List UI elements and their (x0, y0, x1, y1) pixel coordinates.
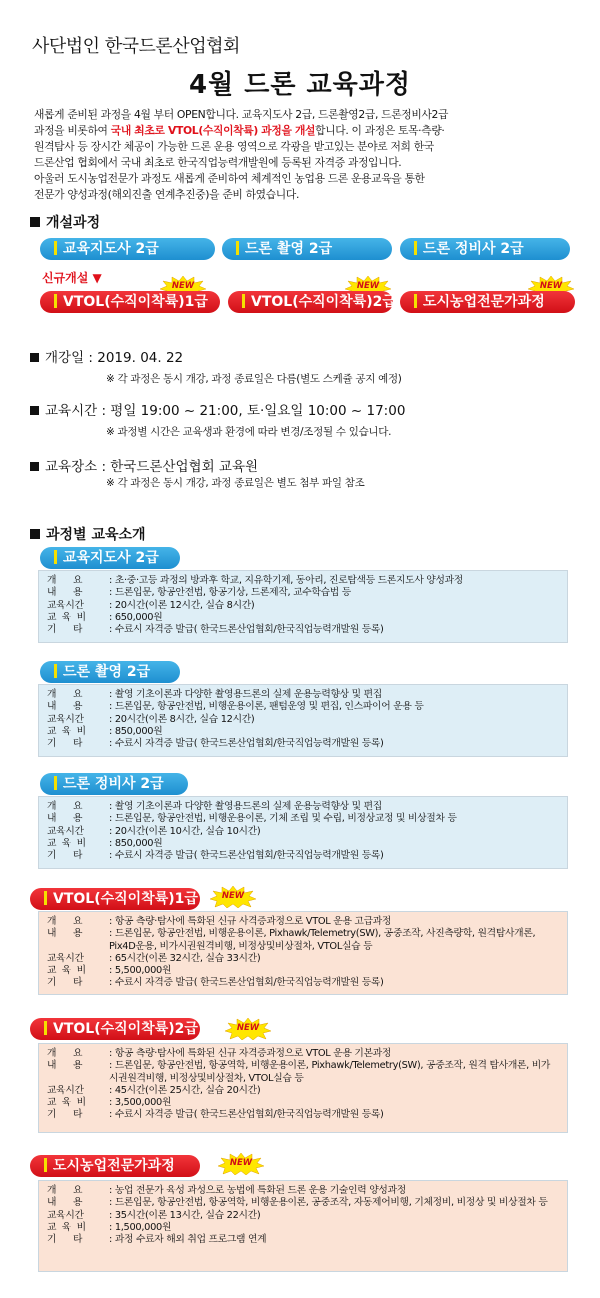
detail-value: : 5,500,000원 (109, 965, 172, 977)
pill-bar-icon (54, 776, 57, 790)
detail-value: : 850,000원 (109, 725, 163, 737)
course-title-pill-new (30, 1155, 200, 1177)
detail-key: 교 육 비 (47, 837, 86, 849)
course-pill-label: 드론 정비사 2급 (423, 241, 524, 257)
pill-bar-icon (236, 241, 239, 255)
detail-value: : 850,000원 (109, 837, 163, 849)
detail-key: 내 용 (47, 1060, 83, 1072)
detail-row (47, 1185, 559, 1197)
new-badge-text: NEW (356, 281, 380, 291)
detail-row (47, 977, 559, 989)
course-detail-box (38, 684, 568, 757)
detail-value: : 수료시 자격증 발급( 한국드론산업협회/한국직업능력개발원 등록) (109, 738, 384, 750)
course-title: 드론 정비사 2급 (63, 776, 164, 792)
detail-value: : 드론입문, 항공안전법, 항공기상, 드론제작, 교수학습법 등 (109, 587, 351, 599)
pill-bar-icon (242, 294, 245, 308)
intro-line: 원격탐사 등 장시간 체공이 가능한 드론 운용 영역으로 각광을 받고있는 분야로 저희 한국 (34, 140, 434, 153)
detail-row (47, 1060, 559, 1085)
detail-value: : 항공 측량·탐사에 특화된 신규 사격증과정으로 VTOL 운용 고급과정 (109, 916, 392, 927)
new-course-label: 신규개설 ▼ (42, 271, 102, 285)
pill-bar-icon (54, 294, 57, 308)
course-detail-box (38, 1180, 568, 1272)
course-pill (40, 238, 215, 260)
course-title: 도시농업전문가과정 (53, 1158, 175, 1174)
detail-row (47, 1197, 559, 1209)
detail-key: 교육시간 (47, 952, 84, 964)
detail-key: 기 타 (47, 977, 83, 989)
detail-row (47, 1234, 559, 1246)
detail-key: 기 타 (47, 738, 83, 750)
open-date (30, 346, 183, 366)
detail-row (47, 624, 559, 636)
intro-line: 드론산업 협회에서 국내 최초로 한국직업능력개발원에 등록된 자격증 과정입니다. (34, 156, 402, 169)
detail-row (47, 1048, 559, 1060)
course-title: 교육지도사 2급 (63, 550, 159, 566)
detail-value: : 수료시 자격증 발급( 한국드론산업협회/한국직업능력개발원 등록) (109, 624, 384, 636)
class-time-note: ※ 과정별 시간은 교육생과 환경에 따라 변경/조정될 수 있습니다. (106, 426, 392, 438)
intro-line: 새롭게 준비된 과정을 4월 부터 OPEN합니다. 교육지도사 2급, 드론촬영2급, 드론정비사2급 (34, 108, 449, 121)
course-title: VTOL(수직이착륙)2급 (53, 1021, 198, 1037)
detail-key: 개 요 (47, 689, 83, 700)
new-badge-text: NEW (539, 281, 563, 291)
course-detail-box (38, 796, 568, 869)
intro-text: 합니다. 이 과정은 토목·측량· (315, 124, 445, 137)
course-pill (400, 238, 570, 260)
intro-line: 아울러 도시농업전문가 과정도 새롭게 준비하여 체계적인 농업용 드론 운용교육을 통한 (34, 172, 425, 185)
course-title: 드론 촬영 2급 (63, 664, 151, 680)
detail-value: : 과정 수료자 해외 취업 프로그램 연계 (109, 1234, 267, 1246)
detail-value: : 45시간(이론 25시간, 실습 20시간) (109, 1084, 261, 1096)
course-pill-label: 교육지도사 2급 (63, 241, 159, 257)
detail-row (47, 838, 559, 850)
detail-key: 기 타 (47, 624, 83, 636)
square-bullet-icon (30, 353, 39, 362)
course-pill-new (400, 291, 575, 313)
detail-value: : 수료시 자격증 발급( 한국드론산업협회/한국직업능력개발원 등록) (109, 977, 384, 989)
detail-value: : 드론입문, 항공안전법, 비행운용이론, Pixhawk/Telemetry(SW), 공중조작, 사진측량학, 원격탐사개론, Pix4D운용, 비가시권원격비행, 비정상및비상절차, VTOL실습 등 (109, 928, 536, 952)
detail-row (47, 689, 559, 701)
pill-bar-icon (414, 241, 417, 255)
detail-key: 교 육 비 (47, 1097, 86, 1109)
page-title: 4월 드론 교육과정 (188, 70, 411, 100)
class-place-text: 교육장소 : 한국드론산업협회 교육원 (45, 459, 259, 475)
detail-key: 교 육 비 (47, 1221, 86, 1233)
detail-key: 기 타 (47, 850, 83, 862)
detail-key: 교육시간 (47, 713, 84, 725)
detail-row (47, 850, 559, 862)
class-time (30, 399, 405, 419)
course-title-pill (40, 547, 180, 569)
course-detail-box (38, 1043, 568, 1133)
detail-row (47, 965, 559, 977)
detail-value: : 20시간(이론 10시간, 실습 10시간) (109, 825, 261, 837)
detail-value: : 20시간(이론 8시간, 실습 12시간) (109, 713, 255, 725)
square-bullet-icon (30, 462, 39, 471)
course-title: VTOL(수직이착륙)1급 (53, 891, 198, 907)
open-date-note: ※ 각 과정은 동시 개강, 과정 종료일은 다름(별도 스케쥴 공지 예정) (106, 373, 402, 385)
detail-row (47, 928, 559, 953)
detail-value: : 초·중·고등 과정의 방과후 학교, 지유학기제, 동아리, 진로탐색등 드론지도사 양성과정 (109, 575, 463, 586)
detail-row (47, 826, 559, 838)
detail-row (47, 801, 559, 813)
organization-name: 사단법인 한국드론산업협회 (32, 36, 240, 57)
section-heading-label: 과정별 교육소개 (46, 527, 146, 543)
course-pill-label: 드론 촬영 2급 (245, 241, 333, 257)
detail-value: : 1,500,000원 (109, 1221, 172, 1233)
new-badge-text: NEW (229, 1158, 253, 1168)
square-bullet-icon (30, 217, 40, 227)
course-title-pill-new (30, 888, 200, 910)
course-detail-box (38, 570, 568, 643)
detail-value: : 650,000원 (109, 611, 163, 623)
section-heading-course-intro (30, 524, 146, 544)
detail-row (47, 1210, 559, 1222)
intro-highlight: 국내 최초로 VTOL(수직이착륙) 과정을 개설 (110, 124, 316, 137)
detail-key: 기 타 (47, 1109, 83, 1121)
course-pill-new (228, 291, 396, 313)
detail-key: 내 용 (47, 813, 83, 825)
detail-row (47, 953, 559, 965)
pill-bar-icon (54, 664, 57, 678)
detail-key: 교 육 비 (47, 965, 86, 977)
class-place-note: ※ 각 과정은 동시 개강, 과정 종료일은 별도 첨부 파일 참조 (106, 477, 365, 489)
course-title-pill (40, 773, 188, 795)
pill-bar-icon (54, 241, 57, 255)
new-burst-icon (210, 886, 256, 908)
detail-key: 내 용 (47, 701, 83, 713)
detail-key: 내 용 (47, 587, 83, 599)
detail-key: 개 요 (47, 1185, 83, 1196)
new-burst-icon (225, 1018, 271, 1040)
detail-row (47, 612, 559, 624)
course-detail-box (38, 911, 568, 995)
detail-key: 교육시간 (47, 1209, 84, 1221)
detail-value: : 20시간(이론 12시간, 실습 8시간) (109, 599, 255, 611)
detail-key: 교육시간 (47, 825, 84, 837)
detail-value: : 드론입문, 항공안전법, 항공역학, 비행운용이론, Pixhawk/Telemetry(SW), 공중조작, 원격 탐사개론, 비가시권원격비행, 비정상및비상절차, VTOL실습 등 (109, 1060, 551, 1084)
detail-value: : 촬영 기초이론과 다양한 촬영용드론의 실제 운용능력향상 및 편집 (109, 801, 382, 812)
detail-value: : 65시간(이론 32시간, 실습 33시간) (109, 952, 261, 964)
detail-row (47, 738, 559, 750)
course-pill-label: VTOL(수직이착륙)1급 (63, 294, 208, 310)
detail-row (47, 587, 559, 599)
pill-bar-icon (414, 294, 417, 308)
detail-row (47, 916, 559, 928)
detail-value: : 수료시 자격증 발급( 한국드론산업협회/한국직업능력개발원 등록) (109, 850, 384, 862)
detail-value: : 농업 전문가 육성 과성으로 농법에 특화된 드론 운용 기술인력 양성과정 (109, 1185, 406, 1196)
course-pill-label: 도시농업전문가과정 (423, 294, 545, 310)
detail-key: 개 요 (47, 1048, 83, 1059)
detail-value: : 35시간(이론 13시간, 실습 22시간) (109, 1209, 261, 1221)
course-pill-label: VTOL(수직이착륙)2급 (251, 294, 396, 310)
detail-value: : 3,500,000원 (109, 1097, 172, 1109)
detail-key: 교육시간 (47, 599, 84, 611)
detail-value: : 드론입문, 항공안전법, 비행운용이론, 팬텀운영 및 편집, 인스파이어 운용 등 (109, 701, 424, 713)
detail-key: 교 육 비 (47, 611, 86, 623)
detail-value: : 수료시 자격증 발급( 한국드론산업협회/한국직업능력개발원 등록) (109, 1109, 384, 1121)
detail-key: 교육시간 (47, 1084, 84, 1096)
intro-line: 전문가 양성과정(해외진출 연계추진중)을 준비 하였습니다. (34, 188, 300, 201)
section-heading-label: 개설과정 (46, 215, 101, 231)
new-badge-text: NEW (171, 281, 195, 291)
detail-key: 개 요 (47, 801, 83, 812)
detail-key: 개 요 (47, 575, 83, 586)
detail-value: : 드론입문, 항공안전법, 비행운용이론, 기체 조립 및 수립, 비정상교정 및 비상절차 등 (109, 813, 457, 825)
detail-row (47, 600, 559, 612)
detail-row (47, 575, 559, 587)
open-date-text: 개강일 : 2019. 04. 22 (45, 350, 184, 366)
course-pill-new (40, 291, 220, 313)
class-place (30, 455, 258, 475)
detail-key: 기 타 (47, 1234, 83, 1246)
section-heading-courses (30, 212, 100, 232)
intro-line (34, 123, 570, 139)
detail-key: 개 요 (47, 916, 83, 927)
pill-bar-icon (44, 1158, 47, 1172)
new-badge-text: NEW (236, 1023, 260, 1033)
intro-text: 과정을 비롯하여 (34, 124, 111, 137)
new-badge-text: NEW (221, 891, 245, 901)
detail-value: : 촬영 기초이론과 다양한 촬영용드론의 실제 운용능력향상 및 편집 (109, 689, 382, 700)
detail-value: : 드론입문, 항공안전법, 항공역학, 비행운용이론, 공중조작, 자동제어비행, 기체정비, 비정상 및 비상절차 등 (109, 1197, 548, 1209)
course-pill (222, 238, 392, 260)
square-bullet-icon (30, 529, 40, 539)
detail-row (47, 1097, 559, 1109)
detail-row (47, 1085, 559, 1097)
detail-row (47, 1109, 559, 1121)
detail-key: 내 용 (47, 928, 83, 940)
course-title-pill (40, 661, 180, 683)
new-burst-icon (218, 1153, 264, 1175)
detail-row (47, 726, 559, 738)
intro-paragraph (34, 107, 570, 203)
class-time-text: 교육시간 : 평일 19:00 ~ 21:00, 토·일요일 10:00 ~ 17:00 (45, 403, 406, 419)
pill-bar-icon (44, 891, 47, 905)
detail-row (47, 714, 559, 726)
detail-row (47, 701, 559, 713)
pill-bar-icon (54, 550, 57, 564)
pill-bar-icon (44, 1021, 47, 1035)
square-bullet-icon (30, 406, 39, 415)
course-title-pill-new (30, 1018, 200, 1040)
detail-row (47, 1222, 559, 1234)
detail-key: 내 용 (47, 1197, 83, 1209)
detail-value: : 항공 측량·탐사에 특화된 신규 자격증과정으로 VTOL 운용 기본과정 (109, 1048, 392, 1059)
detail-row (47, 813, 559, 825)
detail-key: 교 육 비 (47, 725, 86, 737)
